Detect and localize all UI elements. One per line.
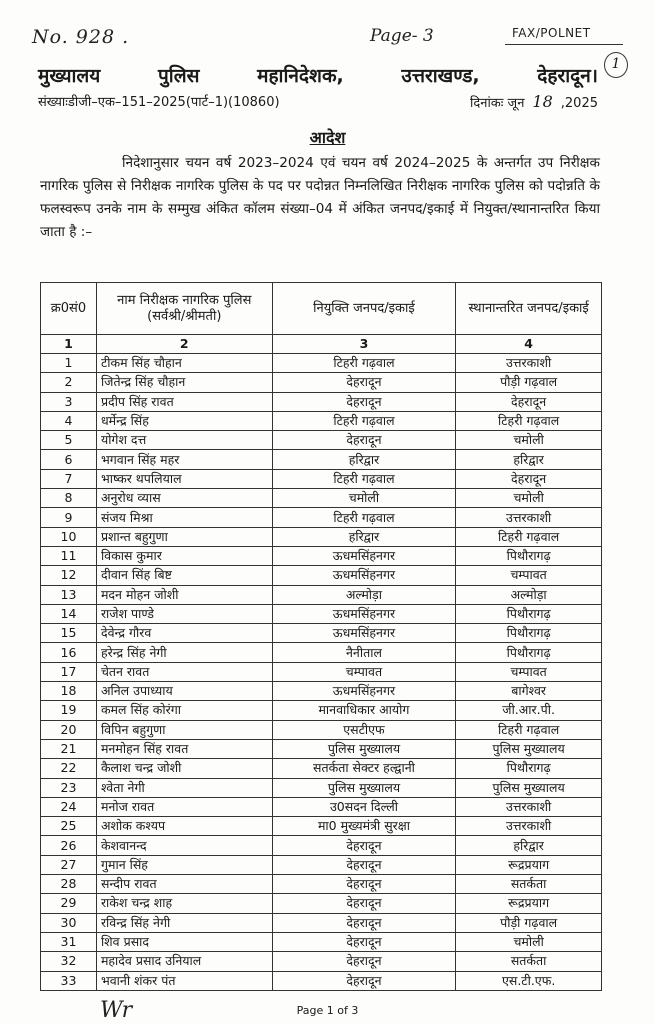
officer-name-cell: भवानी शंकर पंत <box>96 971 272 990</box>
table-row <box>41 971 602 990</box>
officer-name-cell: महादेव प्रसाद उनियाल <box>96 952 272 971</box>
posting-cell: देहरादून <box>272 855 456 874</box>
transfer-cell: टिहरी गढ़वाल <box>456 411 602 430</box>
table-row <box>41 431 602 450</box>
serial-cell: 29 <box>41 894 97 913</box>
transfer-cell: उत्तरकाशी <box>456 797 602 816</box>
posting-cell: अल्मोड़ा <box>272 585 456 604</box>
header-word: देहरादून। <box>537 65 598 87</box>
table-row <box>41 875 602 894</box>
officer-name-cell: मनोज रावत <box>96 797 272 816</box>
transfer-cell: पिथौरागढ़ <box>456 546 602 565</box>
table-row <box>41 682 602 701</box>
officer-name-cell: शिव प्रसाद <box>96 932 272 951</box>
column-number: 3 <box>272 335 456 354</box>
posting-cell: देहरादून <box>272 894 456 913</box>
table-header-row <box>41 283 602 335</box>
transfer-cell: उत्तरकाशी <box>456 354 602 373</box>
serial-cell: 15 <box>41 624 97 643</box>
posting-cell: ऊधमसिंहनगर <box>272 546 456 565</box>
serial-cell: 30 <box>41 913 97 932</box>
officer-name-cell: मदन मोहन जोशी <box>96 585 272 604</box>
transfer-cell: पौड़ी गढ़वाल <box>456 373 602 392</box>
table-row <box>41 855 602 874</box>
table-row <box>41 585 602 604</box>
serial-cell: 19 <box>41 701 97 720</box>
transfer-cell: चमोली <box>456 489 602 508</box>
serial-cell: 33 <box>41 971 97 990</box>
column-number-row <box>41 335 602 354</box>
serial-cell: 22 <box>41 759 97 778</box>
serial-cell: 18 <box>41 682 97 701</box>
date-day: 18 <box>532 92 553 111</box>
posting-cell: देहरादून <box>272 431 456 450</box>
serial-cell: 24 <box>41 797 97 816</box>
transfer-cell: हरिद्वार <box>456 836 602 855</box>
transfer-cell: सतर्कता <box>456 952 602 971</box>
header-posting: नियुक्ति जनपद/इकाई <box>272 283 456 335</box>
table-row <box>41 739 602 758</box>
serial-cell: 13 <box>41 585 97 604</box>
column-number: 2 <box>96 335 272 354</box>
officer-name-cell: विकास कुमार <box>96 546 272 565</box>
posting-cell: देहरादून <box>272 836 456 855</box>
officer-name-cell: जितेन्द्र सिंह चौहान <box>96 373 272 392</box>
table-row <box>41 450 602 469</box>
officer-name-cell: प्रशान्त बहुगुणा <box>96 527 272 546</box>
transfer-cell: चमोली <box>456 431 602 450</box>
table-row <box>41 894 602 913</box>
posting-cell: ऊधमसिंहनगर <box>272 682 456 701</box>
serial-cell: 6 <box>41 450 97 469</box>
posting-cell: ऊधमसिंहनगर <box>272 604 456 623</box>
posting-cell: देहरादून <box>272 913 456 932</box>
posting-cell: देहरादून <box>272 373 456 392</box>
table-row <box>41 701 602 720</box>
officer-name-cell: देवेन्द्र गौरव <box>96 624 272 643</box>
officer-name-cell: भगवान सिंह महर <box>96 450 272 469</box>
posting-cell: देहरादून <box>272 952 456 971</box>
table-row <box>41 489 602 508</box>
table-row <box>41 797 602 816</box>
posting-cell: हरिद्वार <box>272 450 456 469</box>
serial-cell: 1 <box>41 354 97 373</box>
table-body <box>41 354 602 991</box>
handwritten-number: No. 928 . <box>32 26 130 48</box>
header-word: उत्तराखण्ड, <box>401 65 480 87</box>
posting-cell: एसटीएफ <box>272 720 456 739</box>
posting-cell: चम्पावत <box>272 662 456 681</box>
table-row <box>41 720 602 739</box>
serial-cell: 2 <box>41 373 97 392</box>
transfer-cell: पौड़ी गढ़वाल <box>456 913 602 932</box>
officer-name-cell: श्वेता नेगी <box>96 778 272 797</box>
posting-cell: देहरादून <box>272 932 456 951</box>
officer-name-cell: अनिल उपाध्याय <box>96 682 272 701</box>
serial-cell: 28 <box>41 875 97 894</box>
column-number: 1 <box>41 335 97 354</box>
fax-underline <box>505 44 623 45</box>
officer-name-cell: धर्मेन्द्र सिंह <box>96 411 272 430</box>
transfer-cell: पिथौरागढ़ <box>456 624 602 643</box>
table-row <box>41 778 602 797</box>
header-transfer: स्थानान्तरित जनपद/इकाई <box>456 283 602 335</box>
posting-cell: मानवाधिकार आयोग <box>272 701 456 720</box>
posting-cell: देहरादून <box>272 875 456 894</box>
officer-name-cell: राजेश पाण्डे <box>96 604 272 623</box>
serial-cell: 9 <box>41 508 97 527</box>
transfer-table <box>40 282 602 991</box>
serial-cell: 3 <box>41 392 97 411</box>
officer-name-cell: योगेश दत्त <box>96 431 272 450</box>
transfer-cell: सतर्कता <box>456 875 602 894</box>
signature: Wr <box>100 998 133 1023</box>
officer-name-cell: रविन्द्र सिंह नेगी <box>96 913 272 932</box>
transfer-cell: पिथौरागढ़ <box>456 759 602 778</box>
posting-cell: सतर्कता सेक्टर हल्द्वानी <box>272 759 456 778</box>
officer-name-cell: टीकम सिंह चौहान <box>96 354 272 373</box>
transfer-cell: देहरादून <box>456 469 602 488</box>
officer-name-cell: गुमान सिंह <box>96 855 272 874</box>
posting-cell: नैनीताल <box>272 643 456 662</box>
header-word: मुख्यालय <box>38 65 101 87</box>
officer-name-cell: हरेन्द्र सिंह नेगी <box>96 643 272 662</box>
table-row <box>41 604 602 623</box>
serial-cell: 16 <box>41 643 97 662</box>
date-block <box>470 92 598 111</box>
table-row <box>41 546 602 565</box>
serial-cell: 23 <box>41 778 97 797</box>
serial-cell: 4 <box>41 411 97 430</box>
transfer-cell: पुलिस मुख्यालय <box>456 739 602 758</box>
transfer-cell: एस.टी.एफ. <box>456 971 602 990</box>
posting-cell: ऊधमसिंहनगर <box>272 624 456 643</box>
table-row <box>41 373 602 392</box>
officer-name-cell: संजय मिश्रा <box>96 508 272 527</box>
posting-cell: देहरादून <box>272 392 456 411</box>
transfer-cell: जी.आर.पी. <box>456 701 602 720</box>
transfer-cell: चम्पावत <box>456 566 602 585</box>
serial-cell: 8 <box>41 489 97 508</box>
table-row <box>41 469 602 488</box>
order-paragraph: निदेशानुसार चयन वर्ष 2023–2024 एवं चयन वर्ष 2024–2025 के अन्तर्गत उप निरीक्षक नागरिक पुलिस से निरीक्षक नागरिक पुलिस के पद पर पदोन्नत निम्नलिखित निरीक्षक नागरिक पुलिस को पदोन्नति के फलस्वरूप उनके नाम के सम्मुख अंकित कॉलम संख्या–04 में अंकित जनपद/इकाई में नियुक्त/स्थानान्तरित किया जाता है :– <box>40 155 600 240</box>
transfer-cell: उत्तरकाशी <box>456 817 602 836</box>
officer-name-cell: अशोक कश्यप <box>96 817 272 836</box>
handwritten-page-note: Page- 3 <box>370 26 434 46</box>
column-number: 4 <box>456 335 602 354</box>
reference-row <box>38 92 598 111</box>
page-number: Page 1 of 3 <box>296 1004 359 1017</box>
serial-cell: 32 <box>41 952 97 971</box>
posting-cell: पुलिस मुख्यालय <box>272 739 456 758</box>
office-header <box>38 62 598 88</box>
serial-cell: 31 <box>41 932 97 951</box>
officer-name-cell: अनुरोध व्यास <box>96 489 272 508</box>
table-row <box>41 817 602 836</box>
transfer-cell: रूद्रप्रयाग <box>456 894 602 913</box>
transfer-cell: अल्मोड़ा <box>456 585 602 604</box>
date-label: दिनांकः जून <box>469 96 525 111</box>
transfer-cell: चमोली <box>456 932 602 951</box>
transfer-cell: टिहरी गढ़वाल <box>456 720 602 739</box>
officer-name-cell: दीवान सिंह बिष्ट <box>96 566 272 585</box>
table-row <box>41 643 602 662</box>
header-name: नाम निरीक्षक नागरिक पुलिस (सर्वश्री/श्रीमती) <box>96 283 272 335</box>
date-year: ,2025 <box>560 96 598 111</box>
posting-cell: टिहरी गढ़वाल <box>272 354 456 373</box>
table-row <box>41 411 602 430</box>
transfer-cell: पिथौरागढ़ <box>456 643 602 662</box>
header-word: पुलिस <box>157 65 200 87</box>
officer-name-cell: प्रदीप सिंह रावत <box>96 392 272 411</box>
posting-cell: देहरादून <box>272 971 456 990</box>
transfer-cell: बागेश्वर <box>456 682 602 701</box>
transfer-cell: देहरादून <box>456 392 602 411</box>
transfer-cell: पुलिस मुख्यालय <box>456 778 602 797</box>
table-row <box>41 392 602 411</box>
table-row <box>41 624 602 643</box>
officer-name-cell: सन्दीप रावत <box>96 875 272 894</box>
transfer-cell: उत्तरकाशी <box>456 508 602 527</box>
posting-cell: हरिद्वार <box>272 527 456 546</box>
circled-number: 1 <box>604 52 628 78</box>
transfer-cell: टिहरी गढ़वाल <box>456 527 602 546</box>
header-word: महानिदेशक, <box>257 65 344 87</box>
table-row <box>41 932 602 951</box>
serial-cell: 17 <box>41 662 97 681</box>
officer-name-cell: चेतन रावत <box>96 662 272 681</box>
serial-cell: 25 <box>41 817 97 836</box>
table-row <box>41 566 602 585</box>
header-serial: क्र0सं0 <box>41 283 97 335</box>
table-row <box>41 952 602 971</box>
posting-cell: पुलिस मुख्यालय <box>272 778 456 797</box>
officer-name-cell: कमल सिंह कोरंगा <box>96 701 272 720</box>
serial-cell: 10 <box>41 527 97 546</box>
reference-number: संख्याःडीजी–एक–151–2025(पार्ट–1)(10860) <box>38 95 280 110</box>
transfer-cell: चम्पावत <box>456 662 602 681</box>
officer-name-cell: कैलाश चन्द्र जोशी <box>96 759 272 778</box>
serial-cell: 20 <box>41 720 97 739</box>
table-row <box>41 662 602 681</box>
posting-cell: टिहरी गढ़वाल <box>272 469 456 488</box>
officer-name-cell: केशवानन्द <box>96 836 272 855</box>
transfer-cell: पिथौरागढ़ <box>456 604 602 623</box>
posting-cell: चमोली <box>272 489 456 508</box>
table-row <box>41 759 602 778</box>
table-row <box>41 527 602 546</box>
officer-name-cell: मनमोहन सिंह रावत <box>96 739 272 758</box>
serial-cell: 12 <box>41 566 97 585</box>
serial-cell: 5 <box>41 431 97 450</box>
table-row <box>41 913 602 932</box>
transfer-cell: हरिद्वार <box>456 450 602 469</box>
table-row <box>41 508 602 527</box>
table-row <box>41 354 602 373</box>
serial-cell: 11 <box>41 546 97 565</box>
serial-cell: 21 <box>41 739 97 758</box>
officer-name-cell: विपिन बहुगुणा <box>96 720 272 739</box>
serial-cell: 27 <box>41 855 97 874</box>
posting-cell: ऊधमसिंहनगर <box>272 566 456 585</box>
officer-name-cell: भाष्कर थपलियाल <box>96 469 272 488</box>
handwritten-fax-note: FAX/POLNET <box>512 26 591 40</box>
officer-name-cell: राकेश चन्द्र शाह <box>96 894 272 913</box>
posting-cell: टिहरी गढ़वाल <box>272 508 456 527</box>
serial-cell: 26 <box>41 836 97 855</box>
posting-cell: मा0 मुख्यमंत्री सुरक्षा <box>272 817 456 836</box>
serial-cell: 7 <box>41 469 97 488</box>
serial-cell: 14 <box>41 604 97 623</box>
transfer-cell: रूद्रप्रयाग <box>456 855 602 874</box>
posting-cell: उ0सदन दिल्ली <box>272 797 456 816</box>
table-row <box>41 836 602 855</box>
order-title: आदेश <box>309 128 346 147</box>
posting-cell: टिहरी गढ़वाल <box>272 411 456 430</box>
